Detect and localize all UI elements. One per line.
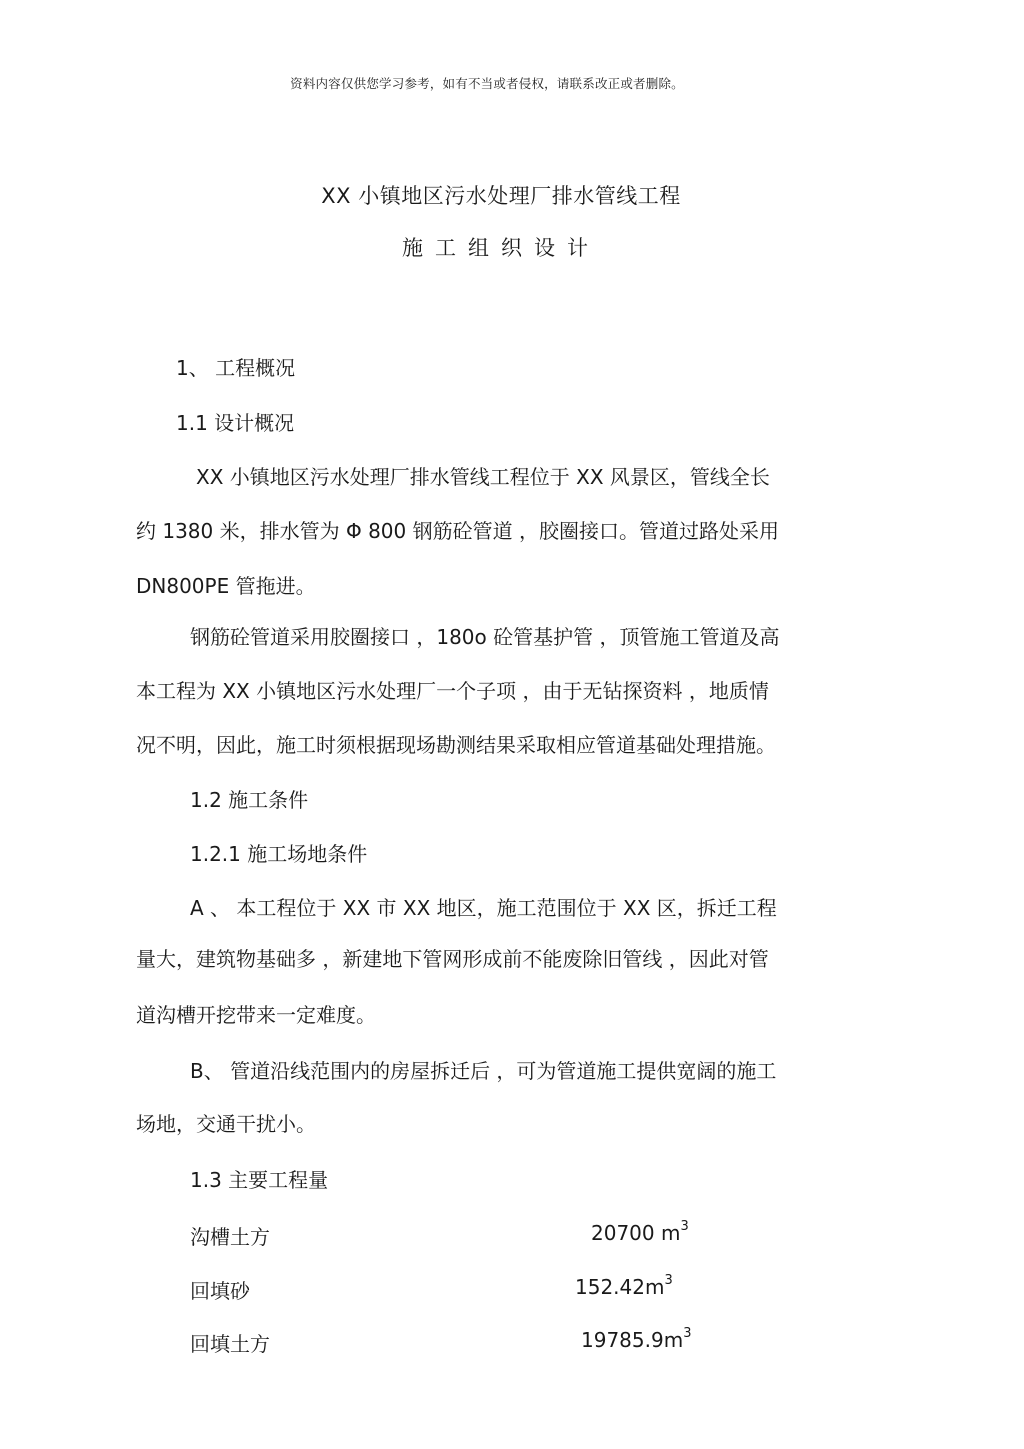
quantity-value: $152.42m^3$	[575, 1273, 673, 1299]
paragraph-line: B、 管道沿线范围内的房屋拆迁后 ，可为管道施工提供宽阔的施工	[190, 1059, 777, 1083]
paragraph-line: 钢筋砼管道采用胶圈接口 ，180o 砼管基护管 ，顶管施工管道及高	[190, 625, 780, 649]
section-heading-1-1: 1.1 设计概况	[176, 411, 295, 435]
paragraph-line: 量大，建筑物基础多 ，新建地下管网形成前不能废除旧管线 ，因此对管	[136, 947, 769, 971]
quantity-value: 20700 $m^3$	[591, 1219, 689, 1245]
section-heading-1: 1、 工程概况	[176, 356, 296, 380]
paragraph-line: 场地，交通干扰小。	[136, 1112, 316, 1136]
section-heading-1-2: 1.2 施工条件	[190, 788, 309, 812]
paragraph-line: A 、 本工程位于 XX 市 XX 地区，施工范围位于 XX 区，拆迁工程	[190, 896, 777, 920]
quantity-label: 沟槽土方	[190, 1225, 270, 1249]
section-heading-1-3: 1.3 主要工程量	[190, 1168, 329, 1192]
quantity-label: 回填土方	[190, 1332, 270, 1356]
paragraph-line: DN800PE 管拖进。	[136, 574, 316, 598]
document-subtitle: 施工组织设计	[402, 236, 600, 260]
quantity-label: 回填砂	[190, 1279, 250, 1303]
paragraph-line: 道沟槽开挖带来一定难度。	[136, 1003, 376, 1027]
disclaimer-header: 资料内容仅供您学习参考，如有不当或者侵权，请联系改正或者删除。	[290, 76, 684, 91]
paragraph-line: XX 小镇地区污水处理厂排水管线工程位于 XX 风景区，管线全长	[196, 465, 770, 489]
paragraph-line: 约 1380 米，排水管为 Φ 800 钢筋砼管道 ，胶圈接口。管道过路处采用	[136, 519, 779, 543]
paragraph-line: 况不明，因此，施工时须根据现场勘测结果采取相应管道基础处理措施。	[136, 733, 776, 757]
quantity-value: $19785.9m^3$	[581, 1326, 692, 1352]
document-title: XX 小镇地区污水处理厂排水管线工程	[321, 184, 681, 208]
paragraph-line: 本工程为 XX 小镇地区污水处理厂一个子项 ，由于无钻探资料 ，地质情	[136, 679, 769, 703]
section-heading-1-2-1: 1.2.1 施工场地条件	[190, 842, 368, 866]
